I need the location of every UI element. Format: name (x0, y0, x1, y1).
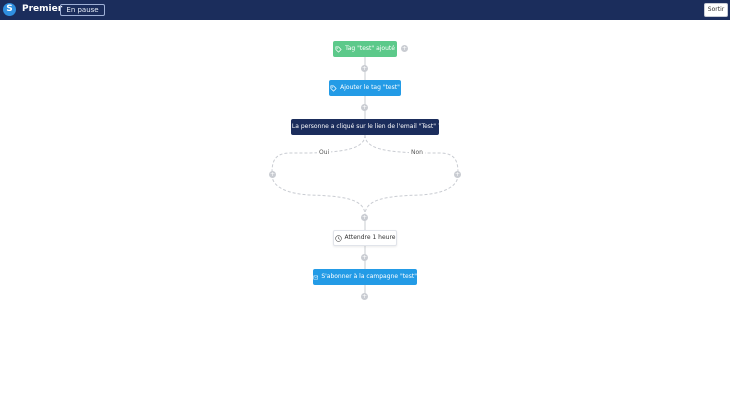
add-tag-label: Ajouter le tag "test" (340, 84, 400, 91)
branch-yes-label: Oui (319, 149, 330, 156)
exit-button[interactable]: Sortir (704, 3, 728, 17)
app-logo-icon: S (3, 3, 16, 16)
branch-yes-path (272, 135, 365, 215)
status-badge[interactable]: En pause (60, 4, 105, 16)
branch-no-path (365, 135, 458, 215)
add-step-plus-icon[interactable]: + (361, 254, 368, 261)
wait-node[interactable] (333, 230, 397, 246)
branch-no-label: Non (411, 149, 423, 156)
campaign-icon (313, 274, 318, 281)
clock-icon (335, 235, 342, 242)
wait-label: Attendre 1 heure (344, 234, 396, 241)
subscribe-label: S'abonner à la campagne "test" (321, 273, 417, 280)
add-step-yes-plus-icon[interactable]: + (269, 171, 276, 178)
trigger-label: Tag "test" ajouté (345, 45, 395, 52)
add-step-plus-icon[interactable]: + (361, 293, 368, 300)
add-step-plus-icon[interactable]: + (401, 45, 408, 52)
condition-node[interactable] (291, 119, 442, 135)
workflow-title: Premier (22, 4, 63, 14)
trigger-node[interactable] (333, 41, 397, 57)
condition-label: La personne a cliqué sur le lien de l'email "Test" ? (291, 123, 442, 130)
tag-icon (335, 46, 342, 53)
add-step-plus-icon[interactable]: + (361, 104, 368, 111)
add-step-no-plus-icon[interactable]: + (454, 171, 461, 178)
add-step-plus-icon[interactable]: + (361, 214, 368, 221)
add-tag-node[interactable] (329, 80, 401, 96)
add-step-plus-icon[interactable]: + (361, 65, 368, 72)
tag-icon (330, 85, 337, 92)
subscribe-campaign-node[interactable] (313, 269, 417, 285)
